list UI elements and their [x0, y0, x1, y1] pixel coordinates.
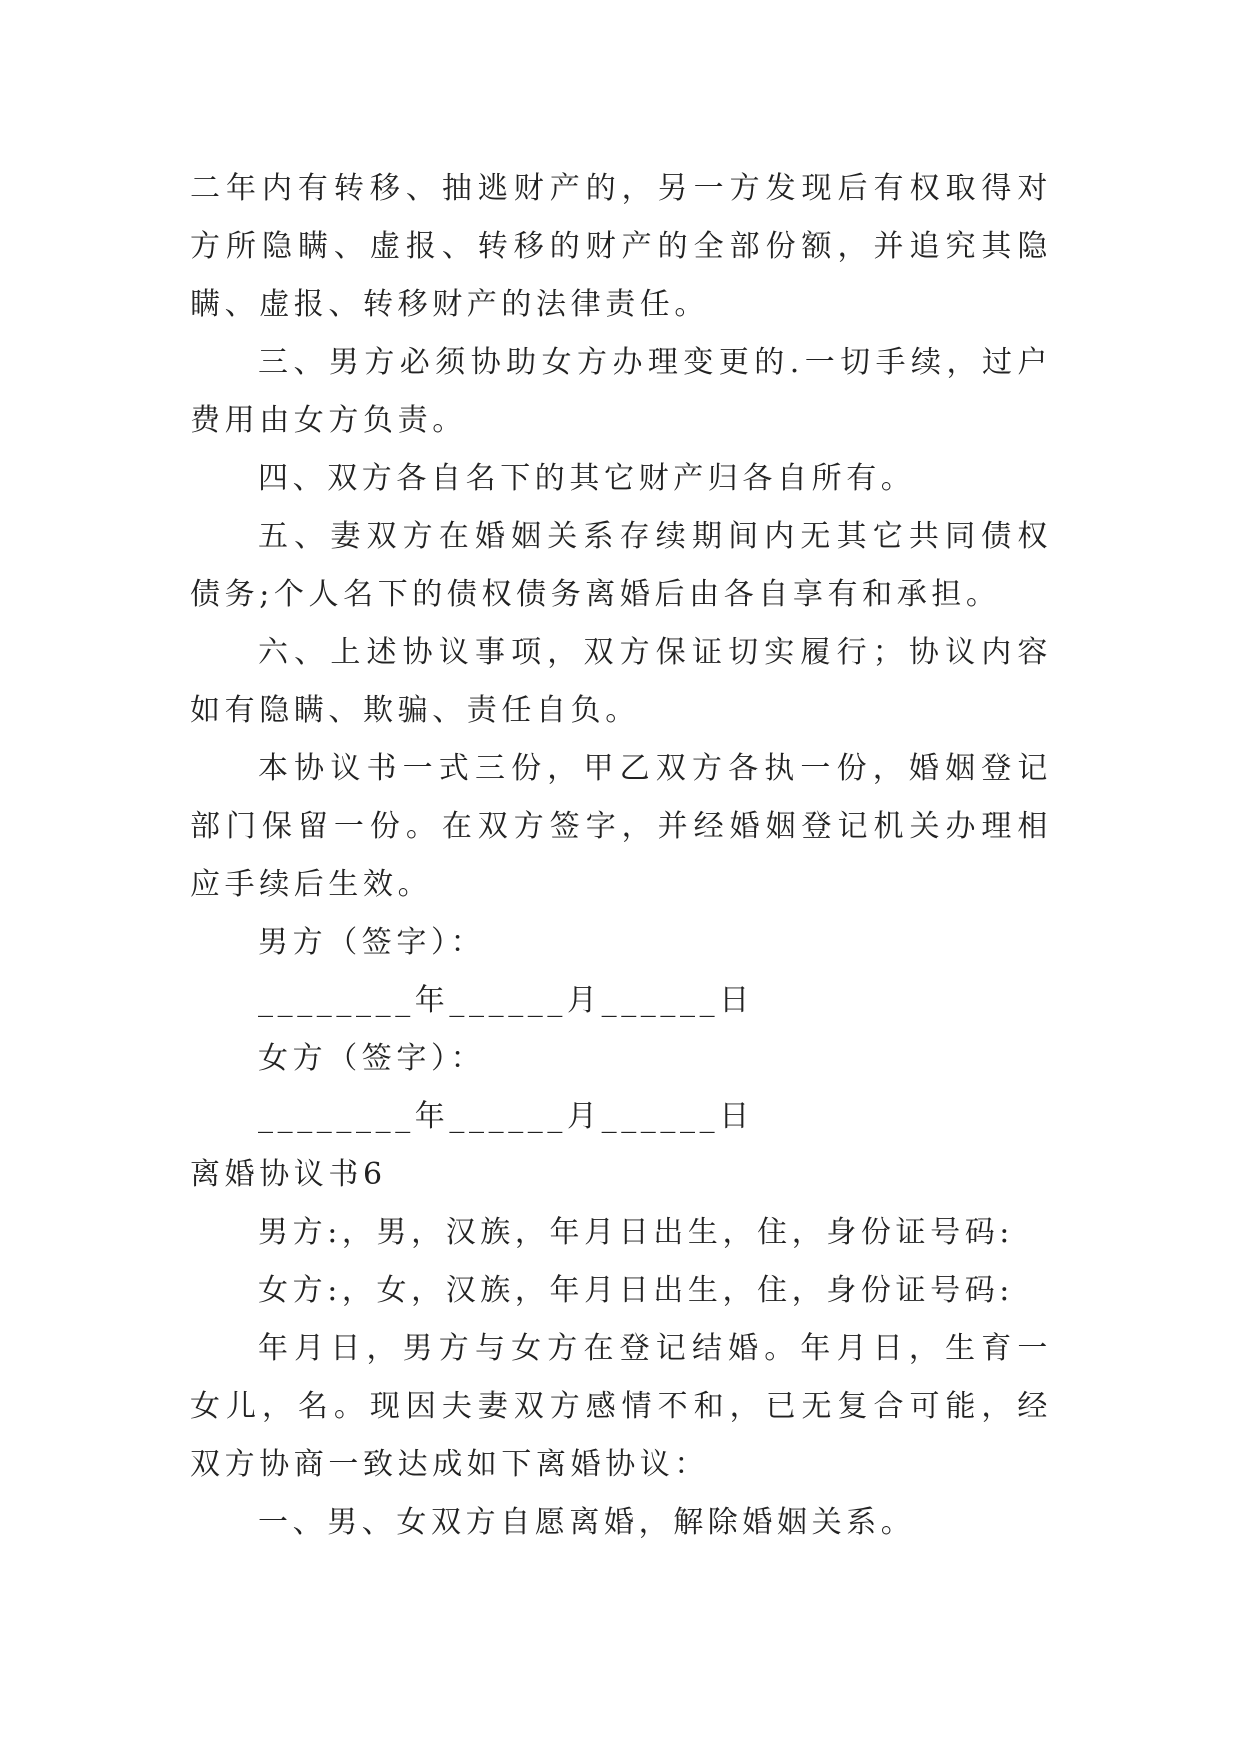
clause-five: 五、妻双方在婚姻关系存续期间内无其它共同债权债务;个人名下的债权债务离婚后由各自享有和承担。 [190, 519, 1052, 612]
clause-one: 一、男、女双方自愿离婚，解除婚姻关系。 [258, 1505, 916, 1540]
female-signature-label: 女方（签字）： [258, 1041, 486, 1076]
section-heading: 离婚协议书6 [190, 1157, 387, 1192]
male-signature-label: 男方（签字）： [258, 925, 486, 960]
paragraph-continuation: 二年内有转移、抽逃财产的，另一方发现后有权取得对方所隐瞒、虚报、转移的财产的全部份额，并追究其隐瞒、虚报、转移财产的法律责任。 [190, 171, 1052, 322]
male-party-info: 男方:，男，汉族，年月日出生，住，身份证号码: [258, 1215, 1015, 1250]
copies-note: 本协议书一式三份，甲乙双方各执一份，婚姻登记部门保留一份。在双方签字，并经婚姻登记机关办理相应手续后生效。 [190, 751, 1052, 902]
document-body [190, 160, 1052, 1552]
female-party-info: 女方:，女，汉族，年月日出生，住，身份证号码: [258, 1273, 1015, 1308]
male-signature-date: ________年______月______日 [258, 983, 754, 1018]
clause-six: 六、上述协议事项，双方保证切实履行；协议内容如有隐瞒、欺骗、责任自负。 [190, 635, 1052, 728]
clause-four: 四、双方各自名下的其它财产归各自所有。 [258, 461, 916, 496]
female-signature-date: ________年______月______日 [258, 1099, 754, 1134]
clause-three: 三、男方必须协助女方办理变更的.一切手续，过户费用由女方负责。 [190, 345, 1052, 438]
marriage-background: 年月日，男方与女方在登记结婚。年月日，生育一女儿，名。现因夫妻双方感情不和，已无复合可能，经双方协商一致达成如下离婚协议： [190, 1331, 1052, 1482]
